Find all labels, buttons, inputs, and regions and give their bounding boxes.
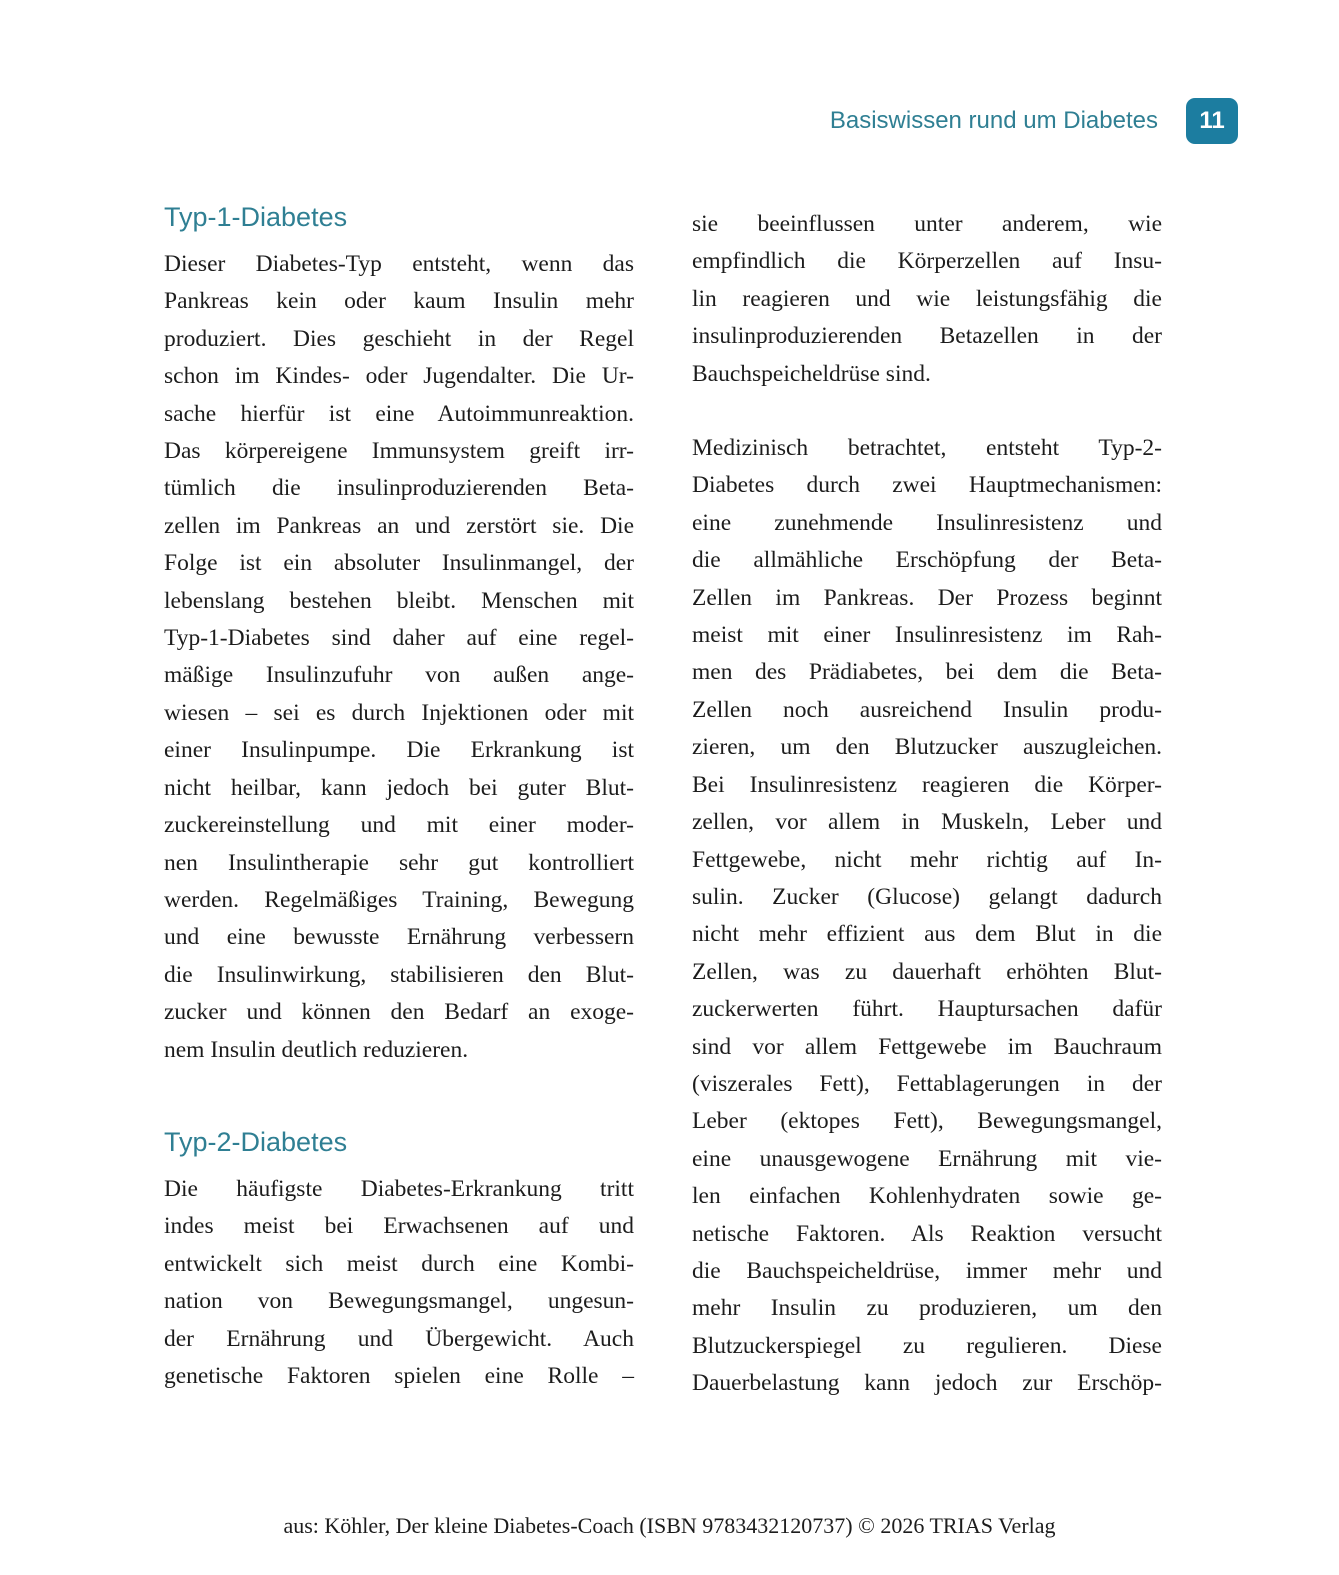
text-line: Leber (ektopes Fett), Bewegungsmangel, (692, 1108, 1162, 1135)
text-line: der Ernährung und Übergewicht. Auch (164, 1325, 634, 1352)
text-line: lebenslang bestehen bleibt. Menschen mit (164, 587, 634, 614)
text-line: schon im Kindes- oder Jugendalter. Die Ur- (164, 363, 634, 390)
text-line: Zellen, was zu dauerhaft erhöhten Blut- (692, 958, 1162, 985)
column-right (692, 200, 1162, 1403)
text-line: die Bauchspeicheldrüse, immer mehr und (692, 1257, 1162, 1284)
text-line: netische Faktoren. Als Reaktion versucht (692, 1220, 1162, 1247)
text-line: len einfachen Kohlenhydraten sowie ge- (692, 1183, 1162, 1210)
text-line: nicht heilbar, kann jedoch bei guter Blut- (164, 774, 634, 801)
text-line: einer Insulinpumpe. Die Erkrankung ist (164, 737, 634, 764)
text-line: indes meist bei Erwachsenen auf und (164, 1213, 634, 1240)
page-footer (0, 1513, 1339, 1539)
text-line: Zellen noch ausreichend Insulin produ- (692, 696, 1162, 723)
text-line: werden. Regelmäßiges Training, Bewegung (164, 886, 634, 913)
text-line: zuckerwerten führt. Hauptursachen dafür (692, 996, 1162, 1023)
text-line: lin reagieren und wie leistungsfähig die (692, 285, 1162, 312)
paragraph (164, 246, 634, 1069)
text-line: zellen im Pankreas an und zerstört sie. Die (164, 512, 634, 539)
text-line: Das körpereigene Immunsystem greift irr- (164, 438, 634, 465)
section-heading: Typ-1-Diabetes (164, 202, 348, 232)
text-line: insulinproduzierenden Betazellen in der (692, 323, 1162, 350)
text-line: sie beeinflussen unter anderem, wie (692, 211, 1162, 237)
copyright-line: aus: Köhler, Der kleine Diabetes-Coach (ISBN 9783432120737) © 2026 TRIAS Verlag (283, 1513, 1056, 1538)
text-line: Die häufigste Diabetes-Erkrankung tritt (164, 1175, 634, 1202)
text-line: empfindlich die Körperzellen auf Insu- (692, 248, 1162, 275)
text-line: Typ-1-Diabetes sind daher auf eine regel- (164, 625, 634, 652)
text-line: und eine bewusste Ernährung verbessern (164, 924, 634, 951)
text-line: mehr Insulin zu produzieren, um den (692, 1295, 1162, 1322)
text-line: nation von Bewegungsmangel, ungesun- (164, 1288, 634, 1315)
text-line: sulin. Zucker (Glucose) gelangt dadurch (692, 883, 1162, 910)
text-line: Bei Insulinresistenz reagieren die Körper- (692, 771, 1162, 798)
text-line: nem Insulin deutlich reduzieren. (164, 1036, 469, 1063)
text-line: zucker und können den Bedarf an exoge- (164, 999, 634, 1026)
text-line: zuckereinstellung und mit einer moder- (164, 812, 634, 839)
text-line: eine unausgewogene Ernährung mit vie- (692, 1145, 1162, 1172)
text-line: Zellen im Pankreas. Der Prozess beginnt (692, 584, 1162, 611)
text-line: die Insulinwirkung, stabilisieren den Blut- (164, 961, 634, 988)
text-line: mäßige Insulinzufuhr von außen ange- (164, 662, 634, 689)
text-columns (164, 200, 1162, 1403)
text-line: Fettgewebe, nicht mehr richtig auf In- (692, 846, 1162, 873)
text-line: zieren, um den Blutzucker auszugleichen. (692, 734, 1162, 761)
text-line: wiesen – sei es durch Injektionen oder mit (164, 699, 634, 726)
text-line: nen Insulintherapie sehr gut kontrolliert (164, 849, 634, 876)
text-line: produziert. Dies geschieht in der Regel (164, 325, 634, 352)
text-line: zellen, vor allem in Muskeln, Leber und (692, 809, 1162, 836)
text-line: die allmähliche Erschöpfung der Beta- (692, 547, 1162, 574)
text-line: Dieser Diabetes-Typ entsteht, wenn das (164, 251, 634, 277)
text-line: men des Prädiabetes, bei dem die Beta- (692, 659, 1162, 686)
text-line: Medizinisch betrachtet, entsteht Typ-2- (692, 435, 1162, 462)
text-line: Dauerbelastung kann jedoch zur Erschöp- (692, 1370, 1162, 1397)
page-number-badge: 11 (1186, 98, 1238, 144)
column-left (164, 200, 634, 1403)
text-line: tümlich die insulinproduzierenden Beta- (164, 475, 634, 502)
section-heading: Typ-2-Diabetes (164, 1126, 348, 1157)
text-line: sache hierfür ist eine Autoimmunreaktion. (164, 400, 634, 427)
text-line: Folge ist ein absoluter Insulinmangel, der (164, 550, 634, 577)
paragraph (692, 430, 1162, 1403)
text-line: Diabetes durch zwei Hauptmechanismen: (692, 472, 1162, 499)
text-line: entwickelt sich meist durch eine Kombi- (164, 1250, 634, 1277)
page-header (830, 98, 1238, 144)
text-line: (viszerales Fett), Fettablagerungen in der (692, 1070, 1162, 1097)
text-line: sind vor allem Fettgewebe im Bauchraum (692, 1033, 1162, 1060)
paragraph (164, 1171, 634, 1395)
text-line: genetische Faktoren spielen eine Rolle – (164, 1362, 634, 1389)
text-line: nicht mehr effizient aus dem Blut in die (692, 921, 1162, 948)
paragraph (692, 206, 1162, 393)
section-title: Basiswissen rund um Diabetes (829, 107, 1158, 134)
text-line: Pankreas kein oder kaum Insulin mehr (164, 288, 634, 315)
text-line: Blutzuckerspiegel zu regulieren. Diese (692, 1332, 1162, 1359)
text-line: eine zunehmende Insulinresistenz und (692, 509, 1162, 536)
text-line: Bauchspeicheldrüse sind. (692, 360, 931, 387)
text-line: meist mit einer Insulinresistenz im Rah- (692, 622, 1162, 649)
